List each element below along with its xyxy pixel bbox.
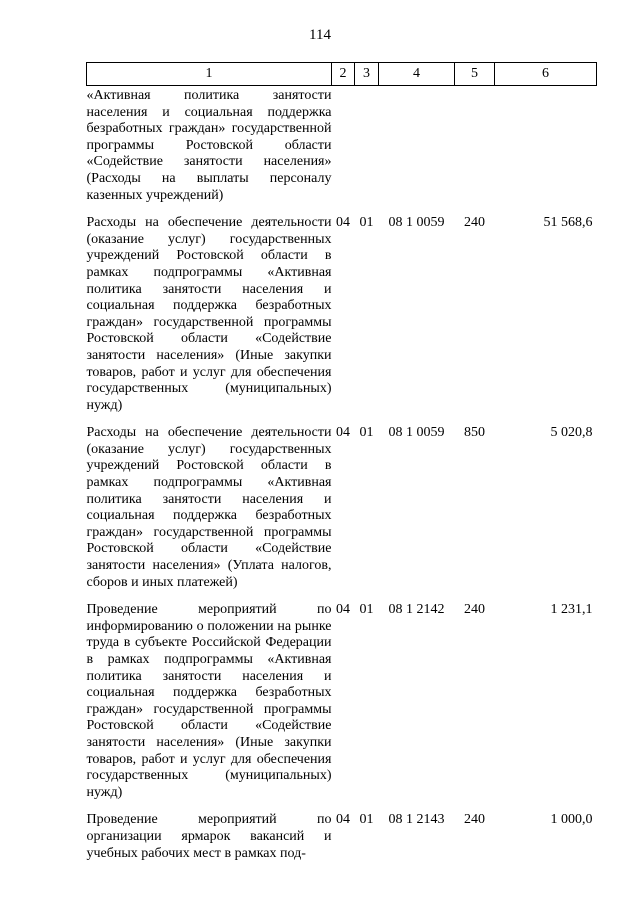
subsection-code: 01 xyxy=(359,215,374,231)
column-header: 2 xyxy=(332,63,355,86)
row-description: Расходы на обеспечение деятельности (оказание услуг) государственных учреждений Ростовской области в рамках подпрограммы «Активная политика занятости населения и социальная поддержка безработных граждан» государственной программы Ростовской области «Содействие занятости населения» (Уплата налогов, сборов и иных платежей) xyxy=(86,425,332,590)
amount-value: 1 000,0 xyxy=(550,812,593,828)
target-article-code xyxy=(379,86,455,213)
table-header-row xyxy=(87,63,597,86)
section-code: 04 xyxy=(336,812,350,828)
amount-value: 5 020,8 xyxy=(550,425,593,441)
table-row xyxy=(87,422,597,599)
expense-type-code xyxy=(455,86,495,213)
column-header: 4 xyxy=(379,63,455,86)
subsection-code: 01 xyxy=(359,602,374,618)
target-article-code: 08 1 0059 xyxy=(388,215,445,231)
target-article-code: 08 1 2143 xyxy=(388,812,445,828)
amount-value: 1 231,1 xyxy=(550,602,593,618)
amount-value xyxy=(495,86,597,213)
target-article-code: 08 1 2142 xyxy=(388,602,445,618)
table-row xyxy=(87,599,597,809)
section-code: 04 xyxy=(336,215,350,231)
expense-type-code: 240 xyxy=(464,812,485,828)
subsection-code xyxy=(355,86,379,213)
column-header: 1 xyxy=(87,63,332,86)
table-row xyxy=(87,809,597,870)
amount-value: 51 568,6 xyxy=(543,215,593,231)
column-header: 6 xyxy=(495,63,597,86)
column-header: 5 xyxy=(455,63,495,86)
page-number: 114 xyxy=(309,27,331,43)
section-code xyxy=(332,86,355,213)
row-description: «Активная политика занятости населения и социальная поддержка безработных граждан» государственной программы Ростовской области «Содействие занятости населения» (Расходы на выплаты персоналу казенных учреждений) xyxy=(86,88,332,203)
expense-type-code: 240 xyxy=(464,602,485,618)
subsection-code: 01 xyxy=(359,425,374,441)
expense-type-code: 240 xyxy=(464,215,485,231)
section-code: 04 xyxy=(336,602,350,618)
table-row xyxy=(87,212,597,422)
subsection-code: 01 xyxy=(359,812,374,828)
expense-type-code: 850 xyxy=(464,425,485,441)
table-row xyxy=(87,86,597,213)
budget-table xyxy=(86,62,597,870)
section-code: 04 xyxy=(336,425,350,441)
column-header: 3 xyxy=(355,63,379,86)
target-article-code: 08 1 0059 xyxy=(388,425,445,441)
row-description: Расходы на обеспечение деятельности (оказание услуг) государственных учреждений Ростовской области в рамках подпрограммы «Активная политика занятости населения и социальная поддержка безработных граждан» государственной программы Ростовской области «Содействие занятости населения» (Иные закупки товаров, работ и услуг для обеспечения государственных (муниципальных) нужд) xyxy=(86,215,332,413)
row-description: Проведение мероприятий по информированию о положении на рынке труда в субъекте Российской Федерации в рамках подпрограммы «Активная политика занятости населения и социальная поддержка безработных граждан» государственной программы Ростовской области «Содействие занятости населения» (Иные закупки товаров, работ и услуг для обеспечения государственных (муниципальных) нужд) xyxy=(86,602,332,800)
row-description: Проведение мероприятий по организации ярмарок вакансий и учебных рабочих мест в рамках под- xyxy=(86,812,332,861)
